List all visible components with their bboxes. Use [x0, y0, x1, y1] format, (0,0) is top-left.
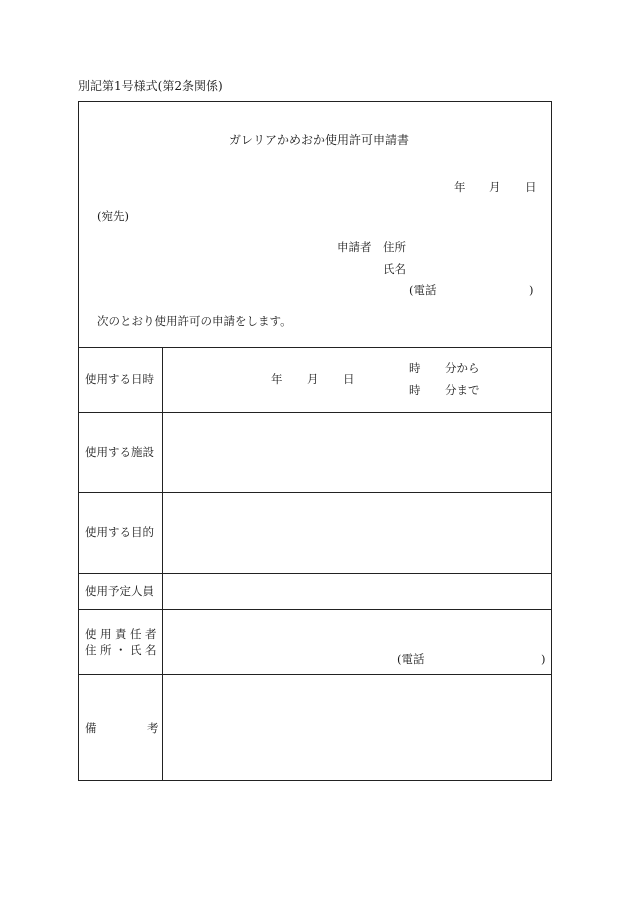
row-divider: [79, 492, 551, 493]
row-divider: [79, 412, 551, 413]
row-divider: [79, 347, 551, 348]
application-form: [78, 101, 552, 781]
datetime-from-hour: 時: [409, 361, 421, 375]
datetime-from-minute: 分から: [445, 361, 480, 375]
row-divider: [79, 573, 551, 574]
datetime-month: 月: [307, 372, 319, 386]
intro-text: 次のとおり使用許可の申請をします。: [97, 314, 292, 328]
remarks-label-right: 考: [147, 721, 159, 735]
column-divider: [162, 347, 163, 780]
purpose-label: 使用する目的: [85, 525, 154, 539]
datetime-year: 年: [271, 372, 283, 386]
applicant-phone-open: (電話: [409, 283, 437, 297]
form-title: ガレリアかめおか使用許可申請書: [229, 133, 410, 147]
header-day-label: 日: [525, 180, 537, 194]
header-month-label: 月: [489, 180, 501, 194]
form-number-label: 別記第1号様式(第2条関係): [78, 79, 223, 93]
responsible-person-label: 使用責任者: [85, 627, 160, 641]
datetime-to-hour: 時: [409, 383, 421, 397]
header-year-label: 年: [454, 180, 466, 194]
facility-label: 使用する施設: [85, 445, 154, 459]
applicant-phone-close: ): [529, 283, 534, 297]
responsible-phone-close: ): [541, 652, 546, 666]
applicant-address-label: 住所: [383, 240, 406, 254]
row-divider: [79, 674, 551, 675]
applicant-label: 申請者: [337, 240, 372, 254]
datetime-to-minute: 分まで: [445, 383, 480, 397]
remarks-label-left: 備: [85, 721, 97, 735]
expected-attendance-label: 使用予定人員: [85, 584, 154, 598]
datetime-label: 使用する日時: [85, 372, 154, 386]
applicant-name-label: 氏名: [383, 262, 406, 276]
addressee-label: (宛先): [97, 209, 129, 223]
address-name-label: 住所・氏名: [85, 643, 160, 657]
responsible-phone-open: (電話: [397, 652, 425, 666]
row-divider: [79, 609, 551, 610]
datetime-day: 日: [343, 372, 355, 386]
